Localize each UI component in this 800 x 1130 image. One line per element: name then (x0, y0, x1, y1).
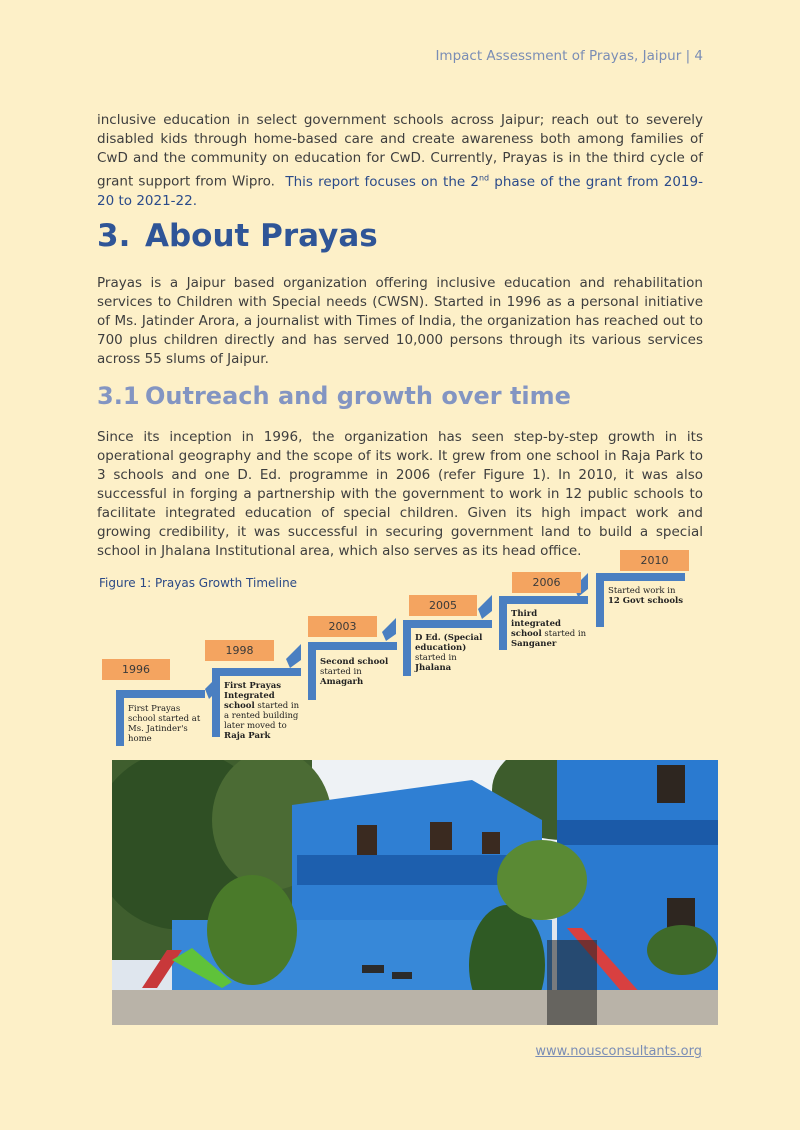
year-box-2005: 2005 (409, 595, 477, 616)
figure-caption: Figure 1: Prayas Growth Timeline (99, 576, 298, 590)
about-paragraph: Prayas is a Jaipur based organization offering inclusive education and rehabilitation services to Children with Special needs (CWSN). Started in 1996 as a personal initiative of Ms. Jatinder Arora, a journalist with Times of India, the organization has reached out to 700 plus children directly and has served 10,000 persons through its various services across 55 slums of Jaipur. (97, 275, 703, 367)
year-box-1996: 1996 (102, 659, 170, 680)
timeline-text-2003: Second school started in Amagarh (320, 657, 389, 687)
timeline-text-1998: First Prayas Integrated school started in a rented building later moved to Raja Park (224, 681, 300, 741)
year-box-2003: 2003 (308, 616, 377, 637)
timeline-arrow-2003 (382, 618, 396, 641)
year-box-2006: 2006 (512, 572, 581, 593)
timeline-text-2010: Started work in 12 Govt schools (608, 586, 684, 606)
school-building-photo (112, 760, 718, 1025)
outreach-paragraph: Since its inception in 1996, the organization has seen step-by-step growth in its operational geography and the scope of its work. It grew from one school in Raja Park to 3 schools and one D. Ed. programme in 2006 (refer Figure 1). In 2010, it was also successful in forging a partnership with the government to work in 12 public schools to facilitate integrated education of special children. Given its high impact work and growing credibility, it was successful in securing government land to build a special school in Jhalana Institutional area, which also serves as its head office. (97, 429, 703, 559)
intro-text: inclusive education in select government schools across Jaipur; reach out to severely disabled kids through home-based care and create awareness both among families of CwD and the community on education for CwD. Currently, Prayas is in the third cycle of grant support from Wipro. (97, 112, 703, 190)
year-box-2010: 2010 (620, 550, 689, 571)
timeline-text-2005: D Ed. (Special education) started in Jhalana (415, 633, 483, 673)
running-header: Impact Assessment of Prayas, Jaipur | 4 (435, 48, 703, 64)
website-link[interactable]: www.nousconsultants.org (535, 1044, 702, 1059)
subsection-heading-outreach: 3.1 Outreach and growth over time (97, 382, 571, 410)
timeline-text-1996: First Prayas school started at Ms. Jatinder's home (128, 704, 201, 744)
timeline-arrow-2005 (478, 595, 492, 619)
intro-highlight: This report focuses on the 2nd phase of the grant from 2019-20 to 2021-22. (97, 173, 703, 209)
year-box-1998: 1998 (205, 640, 274, 661)
section-heading-about-prayas: 3. About Prayas (97, 218, 378, 254)
timeline-text-2006: Third integrated school started in Sanganer (511, 609, 587, 649)
timeline-arrow-1998 (286, 644, 301, 668)
